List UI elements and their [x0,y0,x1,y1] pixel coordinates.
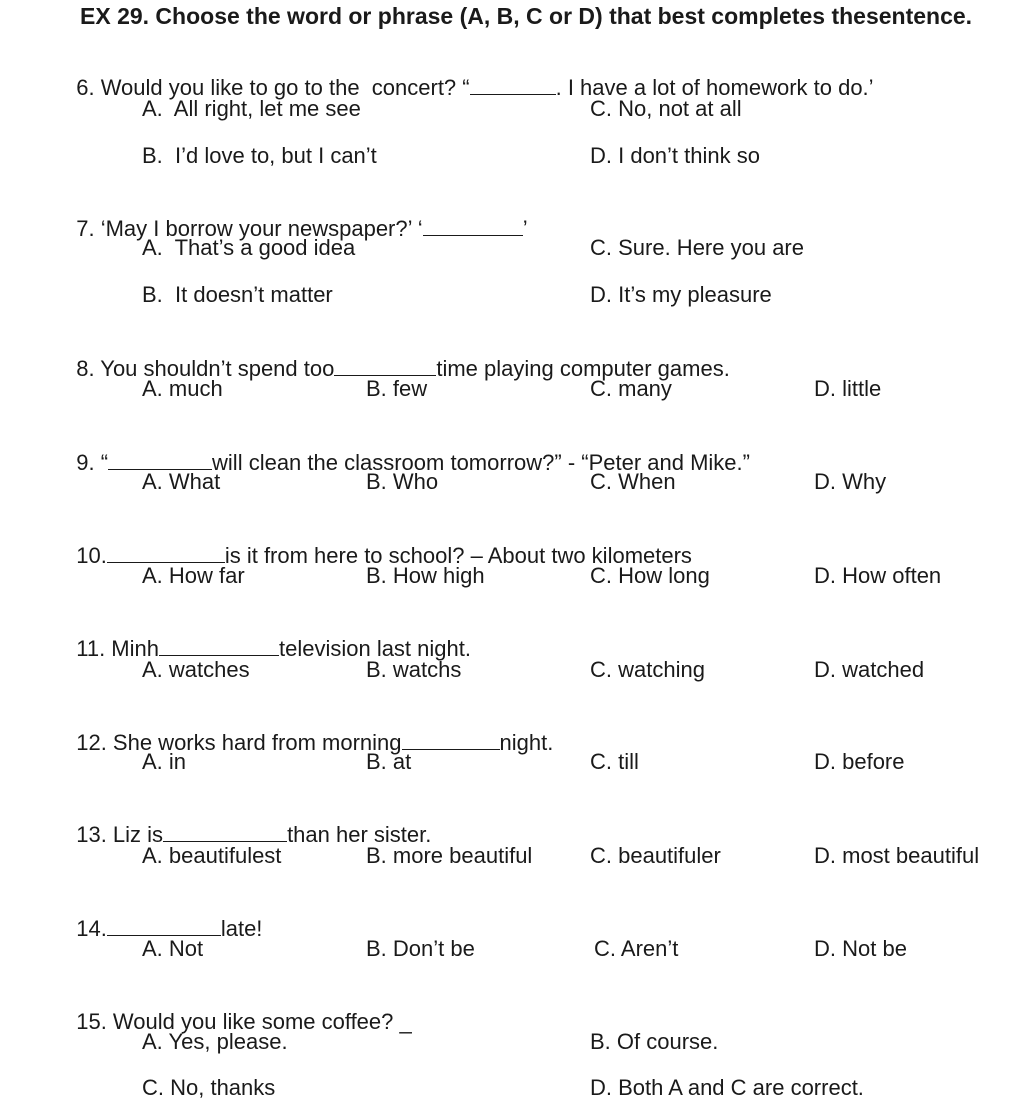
question-12 [64,703,553,756]
option-b: B. Who [366,469,439,494]
option-b: B. I’d love to, but I can’t [142,143,377,168]
option-c: C. Aren’t [594,936,679,961]
question-text-end: television last night. [278,636,471,661]
option-a: A. beautifulest [142,843,282,868]
answer-blank [334,355,436,376]
question-14 [64,889,262,942]
option-c: C. Sure. Here you are [590,235,804,260]
option-b: B. at [366,749,412,774]
question-text-end: will clean the classroom tomorrow?” - “Peter and Mike.” [212,450,750,475]
option-a: A. Not [142,936,204,961]
question-10 [64,516,692,569]
question-15 [64,983,412,1035]
option-c: C. No, thanks [142,1075,276,1100]
question-text-start: 12. She works hard from morning [76,730,402,755]
answer-blank [470,74,556,95]
option-b: B. watchs [366,657,462,682]
question-text-end: is it from here to school? – About two kilometers [224,543,692,568]
option-b: B. few [366,376,428,401]
question-text-start: 6. Would you like to go to the concert? “ [76,75,470,100]
option-d: D. before [814,749,905,774]
question-text-start: 14. [76,916,107,941]
option-c: C. till [590,749,639,774]
question-text-end: time playing computer games. [436,356,730,381]
exercise-title: EX 29. Choose the word or phrase (A, B, C or D) that best completes thesentence. [80,3,973,29]
question-6 [64,48,874,101]
question-8 [64,329,730,382]
option-a: A. in [142,749,187,774]
option-d: D. little [814,376,882,401]
question-text-start: 15. Would you like some coffee? _ [76,1009,412,1034]
option-a: A. How far [142,563,245,588]
option-d: D. How often [814,563,942,588]
option-d: D. Not be [814,936,907,961]
option-d: D. watched [814,657,925,682]
option-c: C. many [590,376,672,401]
answer-blank [402,729,500,750]
option-d: D. Both A and C are correct. [590,1075,864,1100]
option-a: A. All right, let me see [142,96,361,121]
question-text-start: 7. ‘May I borrow your newspaper?’ ‘ [76,216,423,241]
question-text-start: 9. “ [76,450,109,475]
answer-blank [107,915,221,936]
option-d: D. It’s my pleasure [590,282,772,307]
answer-blank [107,542,225,563]
option-d: D. most beautiful [814,843,980,868]
answer-blank [108,449,212,470]
question-text-end: . I have a lot of homework to do.’ [555,75,874,100]
answer-blank [163,821,287,842]
option-c: C. How long [590,563,710,588]
option-a: A. That’s a good idea [142,235,356,260]
option-d: D. I don’t think so [590,143,760,168]
question-text-end: than her sister. [287,822,432,847]
option-b: B. Don’t be [366,936,475,961]
question-text-end: ’ [522,216,528,241]
option-d: D. Why [814,469,887,494]
question-text-end: late! [220,916,263,941]
option-c: C. beautifuler [590,843,721,868]
option-a: A. much [142,376,223,401]
question-11 [64,609,471,662]
question-text-start: 10. [76,543,107,568]
question-13 [64,795,431,848]
option-b: B. It doesn’t matter [142,282,333,307]
answer-blank [423,215,523,236]
option-c: C. No, not at all [590,96,742,121]
question-text-end: night. [499,730,554,755]
option-c: C. When [590,469,676,494]
answer-blank [159,635,279,656]
option-a: A. What [142,469,221,494]
question-text-start: 8. You shouldn’t spend too [76,356,335,381]
option-b: B. Of course. [590,1029,719,1054]
option-a: A. Yes, please. [142,1029,288,1054]
option-a: A. watches [142,657,250,682]
question-text-start: 11. Minh [76,636,159,661]
option-b: B. more beautiful [366,843,533,868]
question-text-start: 13. Liz is [76,822,164,847]
option-b: B. How high [366,563,485,588]
option-c: C. watching [590,657,705,682]
